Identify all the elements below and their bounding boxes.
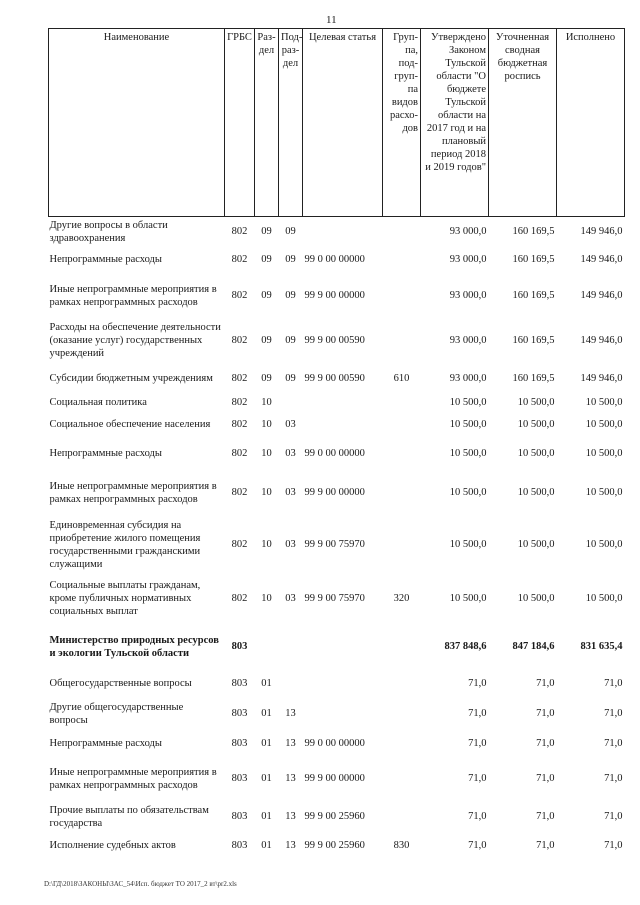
row-grbs: 803 bbox=[231, 678, 248, 689]
table-row bbox=[49, 394, 625, 412]
table-row bbox=[49, 437, 625, 471]
row-grbs: 802 bbox=[231, 335, 248, 346]
row-ispolneno: 10 500,0 bbox=[585, 397, 623, 408]
row-name: Непрограммные расходы bbox=[49, 738, 162, 749]
row-utochnennaya: 71,0 bbox=[536, 811, 555, 822]
row-grbs: 802 bbox=[231, 290, 248, 301]
row-utverzhdeno: 71,0 bbox=[468, 708, 487, 719]
row-name: Социальное обеспечение населения bbox=[49, 418, 211, 430]
row-ispolneno: 149 946,0 bbox=[580, 372, 623, 384]
row-name: Исполнение судебных актов bbox=[49, 840, 176, 851]
row-razdel: 10 bbox=[261, 539, 272, 550]
table-row bbox=[49, 671, 625, 697]
row-utochnennaya: 71,0 bbox=[536, 678, 555, 689]
row-gruppa bbox=[383, 801, 421, 833]
header-razdel: Раз-дел bbox=[255, 29, 279, 217]
row-razdel: 01 bbox=[261, 678, 272, 689]
row-podrazdel: 09 bbox=[285, 372, 296, 384]
row-utochnennaya: 71,0 bbox=[536, 738, 555, 749]
header-ispolneno: Исполнено bbox=[557, 29, 625, 217]
row-utverzhdeno: 93 000,0 bbox=[449, 335, 487, 346]
row-name: Субсидии бюджетным учреждениям bbox=[49, 372, 213, 384]
row-name: Другие вопросы в области здравоохранения bbox=[49, 219, 168, 244]
row-gruppa: 830 bbox=[393, 840, 410, 851]
row-grbs: 802 bbox=[231, 593, 248, 604]
row-utverzhdeno: 10 500,0 bbox=[449, 593, 487, 604]
row-name: Непрограммные расходы bbox=[49, 448, 162, 459]
table-row bbox=[49, 412, 625, 437]
row-podrazdel: 13 bbox=[285, 840, 296, 851]
row-name: Непрограммные расходы bbox=[49, 254, 162, 265]
row-grbs: 802 bbox=[231, 448, 248, 459]
row-utochnennaya: 71,0 bbox=[536, 773, 555, 784]
row-utochnennaya: 10 500,0 bbox=[517, 593, 555, 604]
row-razdel: 09 bbox=[261, 226, 272, 238]
row-razdel: 10 bbox=[261, 448, 272, 459]
row-ispolneno: 71,0 bbox=[604, 678, 623, 689]
row-name: Социальная политика bbox=[49, 397, 147, 408]
header-utochnennaya: Уточненная сводная бюджетная роспись bbox=[489, 29, 557, 217]
row-podrazdel bbox=[279, 623, 303, 671]
row-utochnennaya: 71,0 bbox=[536, 708, 555, 719]
row-podrazdel bbox=[279, 394, 303, 412]
row-utverzhdeno: 71,0 bbox=[468, 840, 487, 851]
row-gruppa bbox=[383, 731, 421, 757]
header-grbs: ГРБС bbox=[225, 29, 255, 217]
row-gruppa bbox=[383, 697, 421, 731]
budget-table-container bbox=[48, 28, 624, 859]
row-utverzhdeno: 10 500,0 bbox=[449, 539, 487, 550]
row-gruppa: 320 bbox=[393, 593, 410, 604]
row-podrazdel: 03 bbox=[285, 448, 296, 459]
row-gruppa bbox=[383, 757, 421, 801]
row-name: Другие общегосударственные вопросы bbox=[49, 701, 184, 726]
row-razdel: 09 bbox=[261, 290, 272, 301]
row-grbs: 803 bbox=[231, 811, 248, 822]
row-podrazdel: 13 bbox=[285, 773, 296, 784]
row-grbs: 803 bbox=[231, 738, 248, 749]
table-row bbox=[49, 247, 625, 273]
row-podrazdel: 13 bbox=[285, 708, 296, 719]
row-utverzhdeno: 837 848,6 bbox=[444, 641, 487, 652]
row-grbs: 802 bbox=[231, 418, 248, 430]
row-utochnennaya: 10 500,0 bbox=[517, 448, 555, 459]
row-ispolneno: 149 946,0 bbox=[580, 335, 623, 346]
row-ispolneno: 10 500,0 bbox=[585, 487, 623, 498]
row-utverzhdeno: 10 500,0 bbox=[449, 487, 487, 498]
row-grbs: 802 bbox=[231, 254, 248, 265]
row-razdel: 09 bbox=[261, 372, 272, 384]
row-ispolneno: 10 500,0 bbox=[585, 593, 623, 604]
row-podrazdel: 03 bbox=[285, 539, 296, 550]
row-utochnennaya: 847 184,6 bbox=[512, 641, 555, 652]
table-row bbox=[49, 217, 625, 247]
row-podrazdel: 03 bbox=[285, 418, 296, 430]
row-ispolneno: 71,0 bbox=[604, 773, 623, 784]
row-name: Иные непрограммные мероприятия в рамках непрограммных расходов bbox=[49, 480, 217, 505]
row-razdel: 10 bbox=[261, 487, 272, 498]
row-celevaya: 99 9 00 75970 bbox=[304, 593, 365, 604]
row-name: Иные непрограммные мероприятия в рамках непрограммных расходов bbox=[49, 766, 217, 791]
row-ispolneno: 149 946,0 bbox=[580, 226, 623, 238]
row-gruppa bbox=[383, 515, 421, 575]
row-utverzhdeno: 71,0 bbox=[468, 678, 487, 689]
row-razdel: 01 bbox=[261, 738, 272, 749]
row-gruppa bbox=[383, 471, 421, 515]
table-row bbox=[49, 319, 625, 363]
row-ispolneno: 10 500,0 bbox=[585, 418, 623, 430]
table-row bbox=[49, 623, 625, 671]
row-utochnennaya: 10 500,0 bbox=[517, 487, 555, 498]
row-celevaya: 99 9 00 25960 bbox=[304, 811, 365, 822]
row-ispolneno: 149 946,0 bbox=[580, 290, 623, 301]
row-podrazdel: 09 bbox=[285, 254, 296, 265]
row-celevaya: 99 9 00 00000 bbox=[304, 290, 365, 301]
row-razdel: 10 bbox=[261, 397, 272, 408]
row-razdel: 10 bbox=[261, 593, 272, 604]
row-gruppa bbox=[383, 437, 421, 471]
row-grbs: 803 bbox=[231, 641, 248, 652]
row-name: Министерство природных ресурсов и экологии Тульской области bbox=[49, 634, 219, 659]
row-utverzhdeno: 10 500,0 bbox=[449, 418, 487, 430]
row-grbs: 803 bbox=[231, 708, 248, 719]
row-ispolneno: 831 635,4 bbox=[580, 641, 623, 652]
row-podrazdel bbox=[279, 671, 303, 697]
row-podrazdel: 13 bbox=[285, 811, 296, 822]
page-number: 11 bbox=[326, 14, 337, 26]
row-gruppa bbox=[383, 394, 421, 412]
row-grbs: 802 bbox=[231, 397, 248, 408]
row-name: Общегосударственные вопросы bbox=[49, 678, 192, 689]
row-name: Прочие выплаты по обязательствам государства bbox=[49, 804, 209, 829]
header-podrazdel: Под-раз-дел bbox=[279, 29, 303, 217]
header-name: Наименование bbox=[49, 29, 225, 217]
row-utverzhdeno: 71,0 bbox=[468, 811, 487, 822]
row-name: Единовременная субсидия на приобретение жилого помещения государственными гражданскими служащими bbox=[49, 519, 201, 570]
table-row bbox=[49, 273, 625, 319]
footer-file-path: D:\ГД\2018\ЗАКОНЫ\ЗАС_54\Исп. бюджет ТО 2017_2 вт\pr2.xls bbox=[44, 880, 237, 888]
row-grbs: 803 bbox=[231, 840, 248, 851]
row-podrazdel: 03 bbox=[285, 487, 296, 498]
row-celevaya: 99 0 00 00000 bbox=[304, 254, 365, 265]
row-utochnennaya: 160 169,5 bbox=[512, 372, 555, 384]
row-ispolneno: 10 500,0 bbox=[585, 539, 623, 550]
row-razdel: 01 bbox=[261, 840, 272, 851]
table-row bbox=[49, 801, 625, 833]
row-podrazdel: 03 bbox=[285, 593, 296, 604]
row-celevaya bbox=[303, 623, 383, 671]
row-utochnennaya: 10 500,0 bbox=[517, 539, 555, 550]
row-utochnennaya: 160 169,5 bbox=[512, 290, 555, 301]
row-utochnennaya: 10 500,0 bbox=[517, 397, 555, 408]
header-celevaya: Целевая статья bbox=[303, 29, 383, 217]
row-gruppa bbox=[383, 319, 421, 363]
row-podrazdel: 09 bbox=[285, 226, 296, 238]
row-razdel: 10 bbox=[261, 418, 272, 430]
row-celevaya: 99 9 00 00590 bbox=[304, 372, 365, 384]
row-ispolneno: 10 500,0 bbox=[585, 448, 623, 459]
row-name: Социальные выплаты гражданам, кроме публичных нормативных социальных выплат bbox=[49, 580, 201, 617]
row-ispolneno: 149 946,0 bbox=[580, 254, 623, 265]
row-razdel: 01 bbox=[261, 708, 272, 719]
row-grbs: 803 bbox=[231, 773, 248, 784]
row-utochnennaya: 71,0 bbox=[536, 840, 555, 851]
row-utverzhdeno: 93 000,0 bbox=[449, 226, 487, 238]
row-celevaya: 99 0 00 00000 bbox=[304, 448, 365, 459]
row-gruppa bbox=[383, 247, 421, 273]
row-gruppa bbox=[383, 273, 421, 319]
row-celevaya bbox=[303, 412, 383, 437]
table-row bbox=[49, 833, 625, 859]
row-name: Иные непрограммные мероприятия в рамках непрограммных расходов bbox=[49, 283, 217, 308]
row-utochnennaya: 160 169,5 bbox=[512, 335, 555, 346]
row-gruppa bbox=[383, 671, 421, 697]
row-utochnennaya: 10 500,0 bbox=[517, 418, 555, 430]
table-row bbox=[49, 471, 625, 515]
row-gruppa bbox=[383, 623, 421, 671]
row-utochnennaya: 160 169,5 bbox=[512, 254, 555, 265]
row-celevaya: 99 9 00 00000 bbox=[304, 773, 365, 784]
row-celevaya: 99 9 00 25960 bbox=[304, 840, 365, 851]
row-utverzhdeno: 93 000,0 bbox=[449, 290, 487, 301]
table-row bbox=[49, 515, 625, 575]
row-grbs: 802 bbox=[231, 226, 248, 238]
row-razdel: 09 bbox=[261, 254, 272, 265]
header-utverzhdeno: Утверждено Законом Тульской области "О бюджете Тульской области на 2017 год и на плановый период 2018 и 2019 годов" bbox=[421, 29, 489, 217]
row-ispolneno: 71,0 bbox=[604, 738, 623, 749]
row-gruppa: 610 bbox=[393, 372, 410, 384]
row-podrazdel: 09 bbox=[285, 290, 296, 301]
row-grbs: 802 bbox=[231, 539, 248, 550]
row-celevaya bbox=[303, 697, 383, 731]
row-podrazdel: 09 bbox=[285, 335, 296, 346]
header-gruppa: Груп-па, под-груп-па видов расхо-дов bbox=[383, 29, 421, 217]
row-razdel: 01 bbox=[261, 811, 272, 822]
row-ispolneno: 71,0 bbox=[604, 840, 623, 851]
row-podrazdel: 13 bbox=[285, 738, 296, 749]
row-razdel: 01 bbox=[261, 773, 272, 784]
row-celevaya bbox=[303, 394, 383, 412]
row-ispolneno: 71,0 bbox=[604, 811, 623, 822]
table-row bbox=[49, 731, 625, 757]
table-header bbox=[49, 29, 625, 217]
row-grbs: 802 bbox=[231, 372, 248, 384]
row-gruppa bbox=[383, 217, 421, 247]
table-row bbox=[49, 757, 625, 801]
row-celevaya: 99 9 00 00000 bbox=[304, 487, 365, 498]
row-utverzhdeno: 93 000,0 bbox=[449, 254, 487, 265]
row-celevaya: 99 0 00 00000 bbox=[304, 738, 365, 749]
row-utverzhdeno: 93 000,0 bbox=[449, 372, 487, 384]
row-utverzhdeno: 10 500,0 bbox=[449, 397, 487, 408]
table-body bbox=[49, 217, 625, 859]
row-grbs: 802 bbox=[231, 487, 248, 498]
row-name: Расходы на обеспечение деятельности (оказание услуг) государственных учреждений bbox=[49, 322, 221, 359]
row-razdel bbox=[255, 623, 279, 671]
table-row bbox=[49, 363, 625, 394]
row-gruppa bbox=[383, 412, 421, 437]
row-ispolneno: 71,0 bbox=[604, 708, 623, 719]
budget-table bbox=[48, 28, 625, 859]
row-utochnennaya: 160 169,5 bbox=[512, 226, 555, 238]
table-row bbox=[49, 697, 625, 731]
row-celevaya bbox=[303, 217, 383, 247]
row-utverzhdeno: 10 500,0 bbox=[449, 448, 487, 459]
row-celevaya: 99 9 00 75970 bbox=[304, 539, 365, 550]
row-utverzhdeno: 71,0 bbox=[468, 738, 487, 749]
row-utverzhdeno: 71,0 bbox=[468, 773, 487, 784]
row-celevaya bbox=[303, 671, 383, 697]
table-row bbox=[49, 575, 625, 623]
row-celevaya: 99 9 00 00590 bbox=[304, 335, 365, 346]
row-razdel: 09 bbox=[261, 335, 272, 346]
